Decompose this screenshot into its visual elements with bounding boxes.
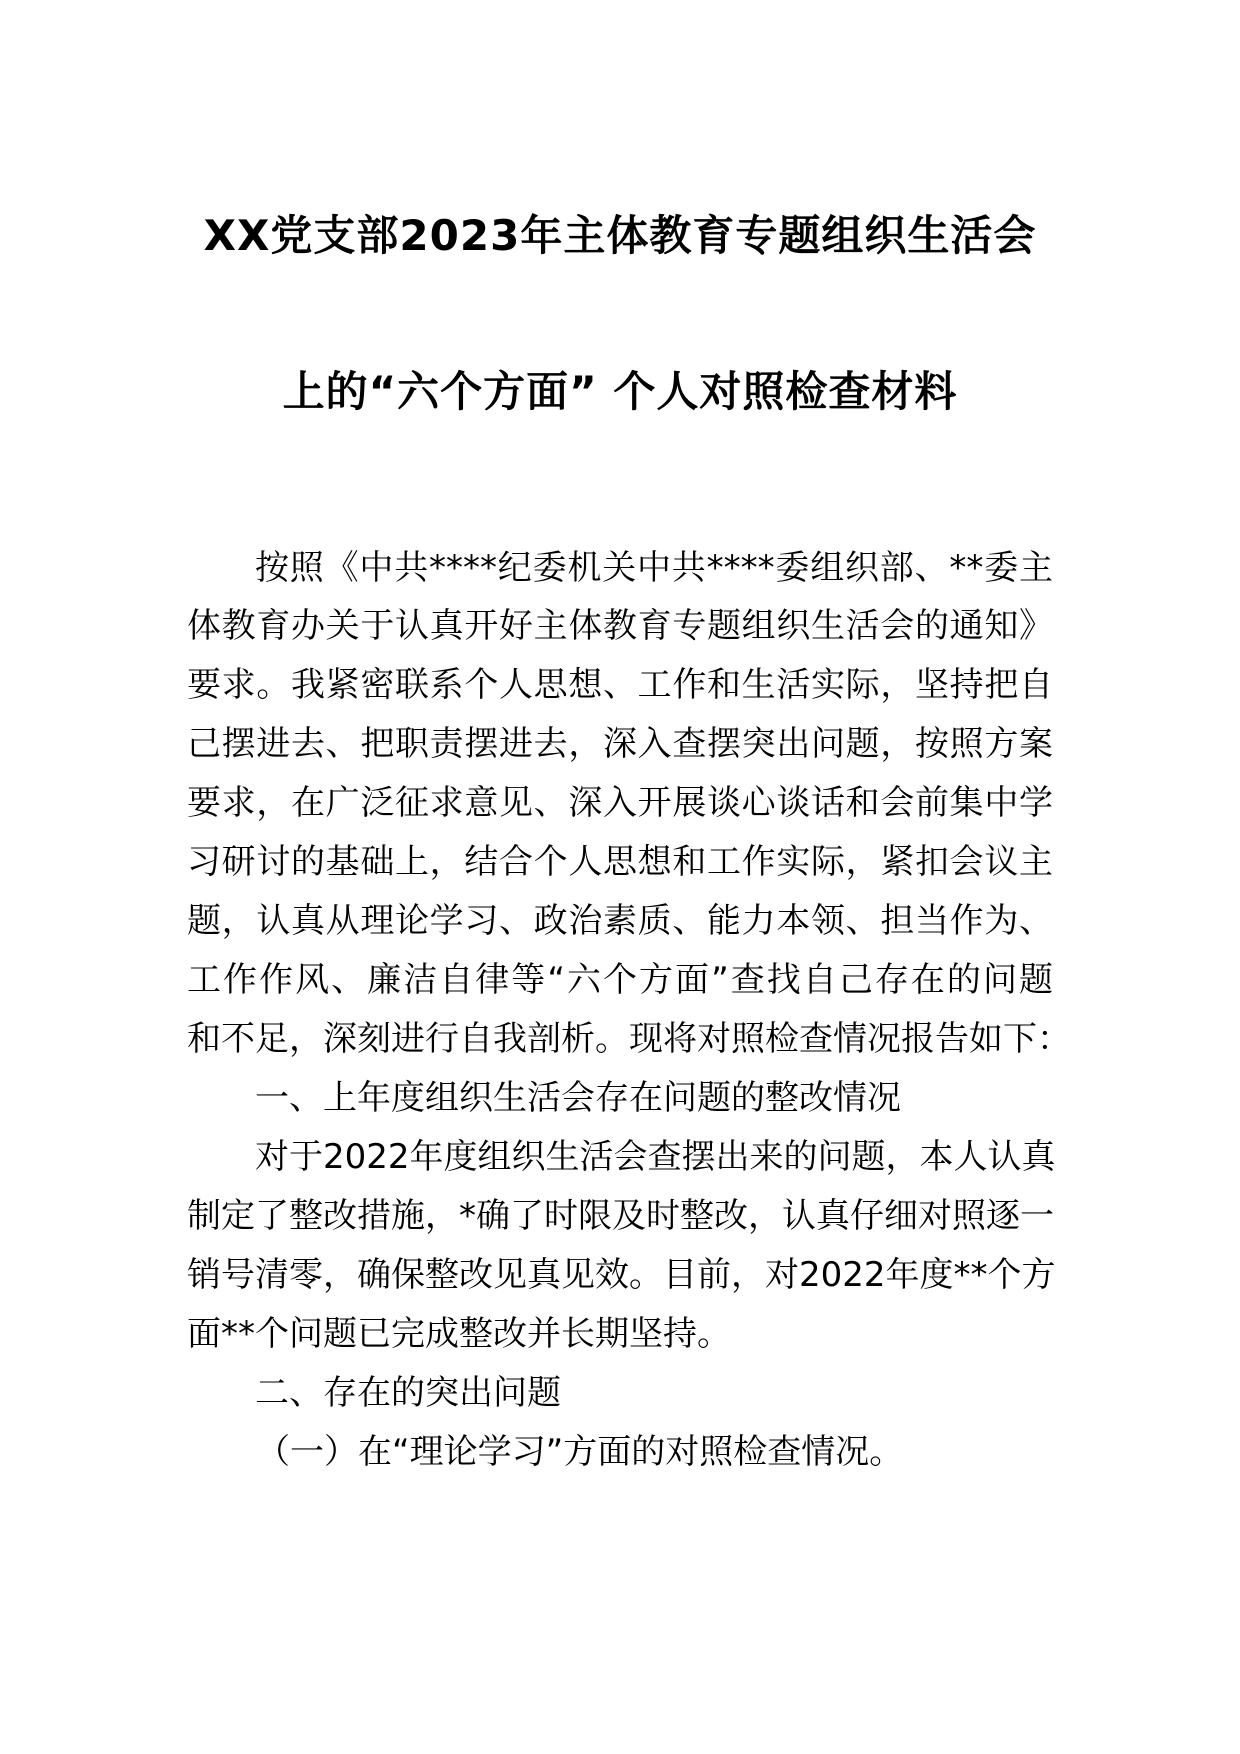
paragraph-line: 对于2022年度组织生活会查摆出来的问题，本人认真 (255, 1137, 1056, 1177)
paragraph-line: 习研讨的基础上，结合个人思想和工作实际，紧扣会议主 (187, 842, 1053, 882)
paragraph-line: 制定了整改措施，*确了时限及时整改，认真仔细对照逐一 (187, 1196, 1054, 1236)
section-heading: 一、上年度组织生活会存在问题的整改情况 (255, 1078, 901, 1118)
paragraph-line: 面**个问题已完成整改并长期坚持。 (187, 1314, 731, 1354)
paragraph-line: 工作作风、廉洁自律等“六个方面”查找自己存在的问题 (187, 960, 1053, 1000)
paragraph-line: 和不足，深刻进行自我剖析。现将对照检查情况报告如下： (187, 1019, 1071, 1059)
section-heading: 二、存在的突出问题 (255, 1373, 561, 1413)
document-title-line-2: 上的“六个方面” 个人对照检查材料 (282, 367, 958, 416)
subsection-heading: （一）在“理论学习”方面的对照检查情况。 (256, 1432, 904, 1472)
paragraph-line: 按照《中共****纪委机关中共****委组织部、**委主 (255, 548, 1053, 588)
paragraph-line: 要求，在广泛征求意见、深入开展谈心谈话和会前集中学 (187, 783, 1053, 823)
paragraph-line: 己摆进去、把职责摆进去，深入查摆突出问题，按照方案 (187, 724, 1053, 764)
paragraph-line: 体教育办关于认真开好主体教育专题组织生活会的通知》 (187, 606, 1053, 646)
paragraph-line: 销号清零，确保整改见真见效。目前，对2022年度**个方 (187, 1255, 1056, 1295)
paragraph-line: 题，认真从理论学习、政治素质、能力本领、担当作为、 (187, 901, 1053, 941)
document-title-line-1: XX党支部2023年主体教育专题组织生活会 (203, 211, 1037, 260)
paragraph-line: 要求。我紧密联系个人思想、工作和生活实际，坚持把自 (187, 665, 1053, 705)
